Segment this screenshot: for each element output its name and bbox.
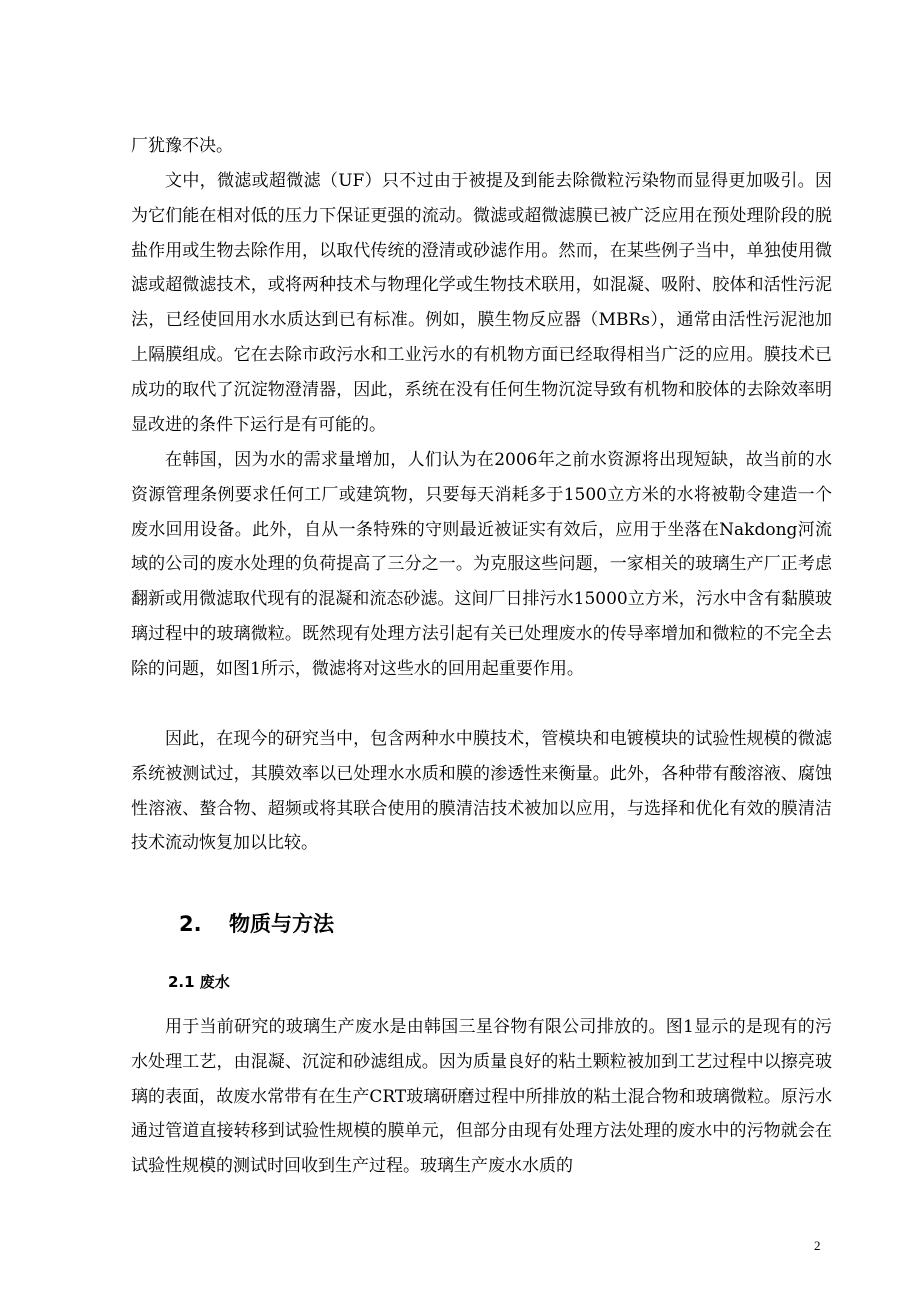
- paragraph-korea: 在韩国，因为水的需求量增加，人们认为在2006年之前水资源将出现短缺，故当前的水资源管理条例要求任何工厂或建筑物，只要每天消耗多于1500立方米的水将被勒令建造一个废水回用设备。此外，自从一条特殊的守则最近被证实有效后，应用于坐落在Nakdong河流域的公司的废水处理的负荷提高了三分之一。为克服这些问题，一家相关的玻璃生产厂正考虑翻新或用微滤取代现有的混凝和流态砂滤。这间厂日排污水15000立方米，污水中含有黏膜玻璃过程中的玻璃微粒。既然现有处理方法引起有关已处理废水的传导率增加和微粒的不完全去除的问题，如图1所示，微滤将对这些水的回用起重要作用。: [131, 450, 832, 679]
- paragraph-wastewater: 用于当前研究的玻璃生产废水是由韩国三星谷物有限公司排放的。图1显示的是现有的污水处理工艺，由混凝、沉淀和砂滤组成。因为质量良好的粘土颗粒被加到工艺过程中以擦亮玻璃的表面，故废水常带有在生产CRT玻璃研磨过程中所排放的粘土混合物和玻璃微粒。原污水通过管道直接转移到试验性规模的膜单元，但部分由现有处理方法处理的废水中的污物就会在试验性规模的测试时回收到生产过程。玻璃生产废水水质的: [131, 1017, 832, 1177]
- section-number: 2.: [179, 912, 202, 936]
- section-heading: [179, 909, 334, 939]
- subsection-heading: 2.1 废水: [168, 973, 230, 991]
- paragraph-microfiltration: 文中，微滤或超微滤（UF）只不过由于被提及到能去除微粒污染物而显得更加吸引。因为它们能在相对低的压力下保证更强的流动。微滤或超微滤膜已被广泛应用在预处理阶段的脱盐作用或生物去除作用，以取代传统的澄清或砂滤作用。然而，在某些例子当中，单独使用微滤或超微滤技术，或将两种技术与物理化学或生物技术联用，如混凝、吸附、胶体和活性污泥法，已经使回用水水质达到已有标准。例如，膜生物反应器（MBRs），通常由活性污泥池加上隔膜组成。它在去除市政污水和工业污水的有机物方面已经取得相当广泛的应用。膜技术已成功的取代了沉淀物澄清器，因此，系统在没有任何生物沉淀导致有机物和胶体的去除效率明显改进的条件下运行是有可能的。: [131, 171, 832, 435]
- paragraph-study: 因此，在现今的研究当中，包含两种水中膜技术，管模块和电镀模块的试验性规模的微滤系统被测试过，其膜效率以已处理水水质和膜的渗透性来衡量。此外，各种带有酸溶液、腐蚀性溶液、螯合物、超频或将其联合使用的膜清洁技术被加以应用，与选择和优化有效的膜清洁技术流动恢复加以比较。: [131, 729, 832, 854]
- page-number: 2: [814, 1238, 821, 1253]
- paragraph-continuation: 厂犹豫不决。: [131, 136, 233, 156]
- section-title: 物质与方法: [229, 912, 334, 936]
